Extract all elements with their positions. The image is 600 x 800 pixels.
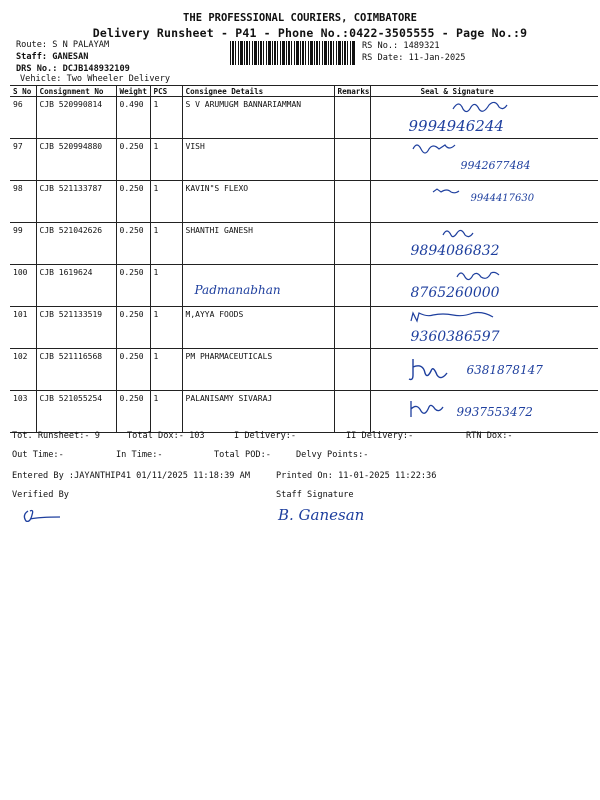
row-consignment: CJB 521042626	[36, 223, 116, 265]
signature-scribble	[407, 355, 451, 385]
rs-number: RS No.: 1489321	[362, 41, 440, 51]
signature-phone: 9360386597	[410, 329, 500, 345]
row-pcs: 1	[150, 181, 182, 223]
vehicle-label: Vehicle: Two Wheeler Delivery	[20, 74, 171, 84]
row-consignment: CJB 521133787	[36, 181, 116, 223]
row-sno: 100	[10, 265, 36, 307]
row-weight: 0.250	[116, 265, 150, 307]
barcode	[230, 41, 356, 65]
signature-scribble	[455, 269, 505, 283]
row-signature	[370, 139, 598, 181]
table-row	[10, 223, 598, 265]
tot-runsheet: Tot. Runsheet:- 9	[12, 431, 100, 441]
row-consignee: KAVIN"S FLEXO	[182, 181, 334, 223]
rtn-dox: RTN Dox:-	[466, 431, 513, 441]
row-weight: 0.250	[116, 139, 150, 181]
row-consignee: SHANTHI GANESH	[182, 223, 334, 265]
row-consignment: CJB 1619624	[36, 265, 116, 307]
row-pcs: 1	[150, 97, 182, 139]
row-consignee	[182, 265, 334, 307]
row-remarks	[334, 223, 370, 265]
row-consignee: PALANISAMY SIVARAJ	[182, 391, 334, 433]
row-pcs: 1	[150, 223, 182, 265]
row-sno: 102	[10, 349, 36, 391]
row-pcs: 1	[150, 349, 182, 391]
row-consignment: CJB 521055254	[36, 391, 116, 433]
row-remarks	[334, 391, 370, 433]
row-pcs: 1	[150, 265, 182, 307]
row-weight: 0.250	[116, 223, 150, 265]
row-sno: 98	[10, 181, 36, 223]
col-remarks: Remarks	[334, 86, 370, 97]
signature-phone: 9937553472	[456, 405, 533, 419]
total-pod: Total POD:-	[214, 450, 271, 460]
signature-scribble	[441, 227, 475, 241]
ii-delivery: II Delivery:-	[346, 431, 414, 441]
col-consignee: Consignee Details	[182, 86, 334, 97]
table-row	[10, 97, 598, 139]
route-label: Route: S N PALAYAM	[16, 40, 110, 50]
col-seal-signature: Seal & Signature	[370, 86, 598, 97]
row-pcs: 1	[150, 391, 182, 433]
i-delivery: I Delivery:-	[234, 431, 297, 441]
col-pcs: PCS	[150, 86, 182, 97]
row-weight: 0.490	[116, 97, 150, 139]
table-row	[10, 265, 598, 307]
signature-phone: 9994946244	[408, 117, 504, 135]
verified-signature	[20, 507, 64, 525]
staff-label: Staff: GANESAN	[16, 52, 89, 62]
row-remarks	[334, 181, 370, 223]
out-time: Out Time:-	[12, 450, 64, 460]
signature-scribble	[411, 141, 461, 157]
row-signature	[370, 349, 598, 391]
consignee-handwriting: Padmanabhan	[194, 283, 281, 297]
runsheet-subtitle: Delivery Runsheet - P41 - Phone No.:0422-3505555 - Page No.:9	[92, 26, 528, 40]
row-remarks	[334, 349, 370, 391]
row-consignment: CJB 520994880	[36, 139, 116, 181]
staff-signature-handwriting: B. Ganesan	[278, 506, 365, 524]
row-weight: 0.250	[116, 181, 150, 223]
row-consignee: M,AYYA FOODS	[182, 307, 334, 349]
signature-scribble	[431, 186, 461, 196]
verified-by-label: Verified By	[12, 490, 69, 500]
table-row	[10, 181, 598, 223]
table-row	[10, 307, 598, 349]
row-consignment: CJB 521133519	[36, 307, 116, 349]
signature-phone: 9942677484	[460, 159, 531, 172]
row-sno: 96	[10, 97, 36, 139]
row-signature	[370, 181, 598, 223]
table-row	[10, 139, 598, 181]
row-pcs: 1	[150, 307, 182, 349]
row-sno: 99	[10, 223, 36, 265]
signature-scribble	[407, 399, 447, 419]
drs-number: DRS No.: DCJB148932109	[16, 64, 130, 74]
col-weight: Weight	[116, 86, 150, 97]
row-consignment: CJB 520990814	[36, 97, 116, 139]
table-row	[10, 349, 598, 391]
signature-phone: 9944417630	[470, 193, 535, 204]
printed-on: Printed On: 11-01-2025 11:22:36	[276, 471, 437, 481]
in-time: In Time:-	[116, 450, 163, 460]
table-row	[10, 391, 598, 433]
row-remarks	[334, 265, 370, 307]
entered-by: Entered By :JAYANTHIP41 01/11/2025 11:18:39 AM	[12, 471, 250, 481]
row-consignee: S V ARUMUGM BANNARIAMMAN	[182, 97, 334, 139]
signature-phone: 6381878147	[466, 363, 543, 377]
company-title: THE PROFESSIONAL COURIERS, COIMBATORE	[183, 12, 417, 24]
table-header-row	[10, 86, 598, 97]
row-weight: 0.250	[116, 349, 150, 391]
runsheet-table	[10, 85, 598, 433]
row-sno: 101	[10, 307, 36, 349]
staff-signature-label: Staff Signature	[276, 490, 354, 500]
total-dox: Total Dox:- 103	[127, 431, 205, 441]
rs-date: RS Date: 11-Jan-2025	[362, 53, 466, 63]
row-signature	[370, 307, 598, 349]
row-pcs: 1	[150, 139, 182, 181]
signature-phone: 8765260000	[410, 285, 500, 301]
row-sno: 103	[10, 391, 36, 433]
delvy-points: Delvy Points:-	[296, 450, 369, 460]
row-consignment: CJB 521116568	[36, 349, 116, 391]
row-weight: 0.250	[116, 307, 150, 349]
row-consignee: PM PHARMACEUTICALS	[182, 349, 334, 391]
row-weight: 0.250	[116, 391, 150, 433]
row-signature	[370, 391, 598, 433]
row-sno: 97	[10, 139, 36, 181]
col-sno: S No	[10, 86, 36, 97]
signature-phone: 9894086832	[410, 243, 500, 259]
row-consignee: VISH	[182, 139, 334, 181]
col-consignment: Consignment No	[36, 86, 116, 97]
row-signature	[370, 97, 598, 139]
row-signature	[370, 223, 598, 265]
signature-scribble	[409, 309, 499, 325]
signature-scribble	[451, 99, 511, 115]
row-signature	[370, 265, 598, 307]
row-remarks	[334, 97, 370, 139]
row-remarks	[334, 307, 370, 349]
row-remarks	[334, 139, 370, 181]
